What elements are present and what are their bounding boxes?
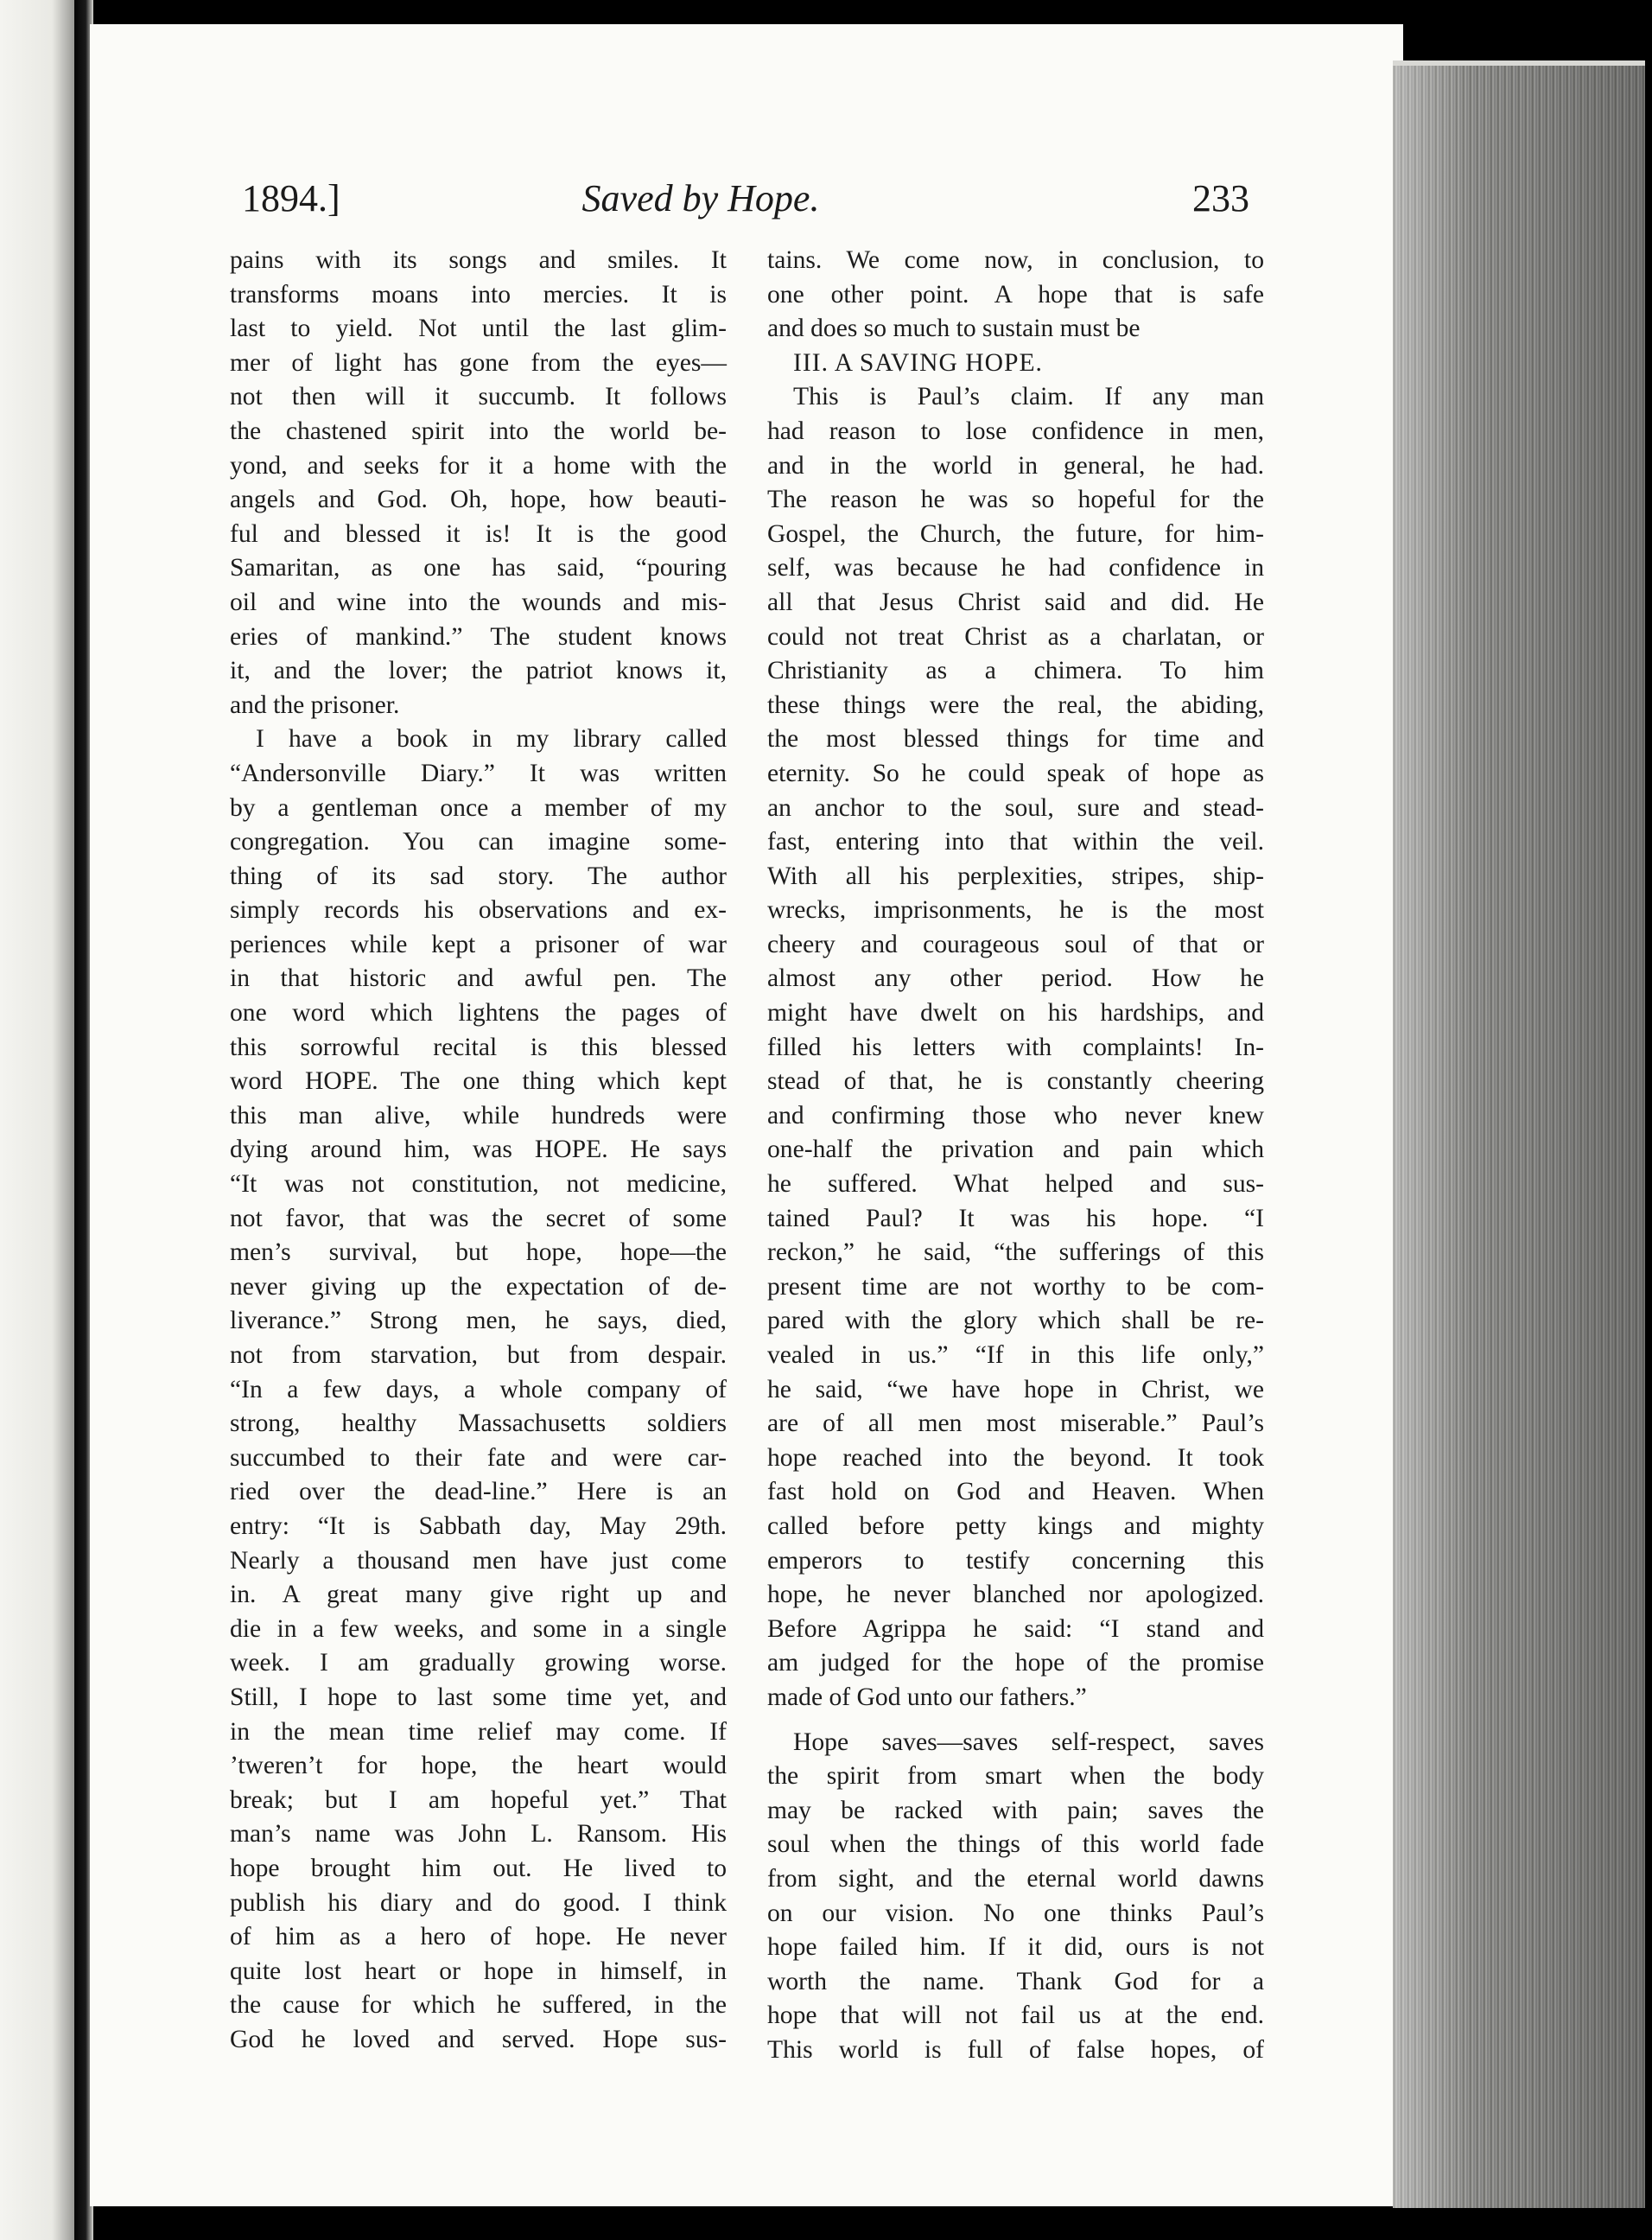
text-line: oil and wine into the wounds and mis- — [230, 588, 727, 616]
header-title: Saved by Hope. — [581, 177, 820, 220]
page-number: 233 — [1192, 177, 1249, 220]
text-line: hope reached into the beyond. It took — [767, 1443, 1264, 1472]
text-line: could not treat Christ as a charlatan, or — [767, 622, 1264, 651]
text-line: break; but I am hopeful yet.” That — [230, 1785, 727, 1814]
text-line: Gospel, the Church, the future, for him- — [767, 519, 1264, 548]
text-line: one word which lightens the pages of — [230, 999, 727, 1028]
text-line: had reason to lose confidence in men, — [767, 417, 1264, 445]
facing-page-edge — [0, 0, 74, 2240]
text-line: congregation. You can imagine some- — [230, 828, 727, 856]
text-line: dying around him, was HOPE. He says — [230, 1136, 727, 1164]
text-line: not from starvation, but from despair. — [230, 1341, 727, 1369]
text-line: fast, entering into that within the veil. — [767, 828, 1264, 856]
page-stack-edge — [1393, 60, 1645, 2208]
text-line: reckon,” he said, “the sufferings of this — [767, 1238, 1264, 1267]
text-line: not then will it succumb. It follows — [230, 383, 727, 411]
text-line: Samaritan, as one has said, “pouring — [230, 554, 727, 582]
text-line: the spirit from smart when the body — [767, 1762, 1264, 1791]
text-line: periences while kept a prisoner of war — [230, 930, 727, 958]
text-line: cheery and courageous soul of that or — [767, 930, 1264, 958]
text-line: Hope saves—saves self-respect, saves — [793, 1728, 1264, 1756]
section-heading: III. A SAVING HOPE. — [793, 348, 1043, 377]
text-line: stead of that, he is constantly cheering — [767, 1067, 1264, 1096]
text-line: Nearly a thousand men have just come — [230, 1546, 727, 1575]
text-line: are of all men most miserable.” Paul’s — [767, 1410, 1264, 1438]
text-line: angels and God. Oh, hope, how beauti- — [230, 486, 727, 514]
text-line: God he loved and served. Hope sus- — [230, 2025, 727, 2053]
page-stack-top — [1393, 60, 1645, 66]
text-line: ful and blessed it is! It is the good — [230, 519, 727, 548]
text-line: all that Jesus Christ said and did. He — [767, 588, 1264, 616]
text-line: “In a few days, a whole company of — [230, 1375, 727, 1403]
text-line: one other point. A hope that is safe — [767, 280, 1264, 309]
text-line: self, was because he had confidence in — [767, 554, 1264, 582]
text-line: emperors to testify concerning this — [767, 1546, 1264, 1575]
text-line: eries of mankind.” The student knows — [230, 622, 727, 651]
text-line: am judged for the hope of the promise — [767, 1649, 1264, 1677]
text-line: present time are not worthy to be com- — [767, 1272, 1264, 1301]
text-line: quite lost heart or hope in himself, in — [230, 1957, 727, 1985]
text-line: man’s name was John L. Ransom. His — [230, 1820, 727, 1849]
text-line: filled his letters with complaints! In- — [767, 1033, 1264, 1061]
text-line: succumbed to their fate and were car- — [230, 1443, 727, 1472]
text-line: and does so much to sustain must be — [767, 315, 1141, 343]
text-line: tained Paul? It was his hope. “I — [767, 1204, 1264, 1232]
text-line: simply records his observations and ex- — [230, 896, 727, 925]
text-line: and in the world in general, he had. — [767, 451, 1264, 480]
text-line: eternity. So he could speak of hope as — [767, 759, 1264, 787]
text-line: hope, he never blanched nor apologized. — [767, 1581, 1264, 1609]
text-line: and confirming those who never knew — [767, 1101, 1264, 1130]
paragraph-gap — [767, 1715, 1264, 1726]
text-line: on our vision. No one thinks Paul’s — [767, 1899, 1264, 1927]
text-line: men’s survival, but hope, hope—the — [230, 1238, 727, 1267]
text-line: publish his diary and do good. I think — [230, 1888, 727, 1917]
text-line: This is Paul’s claim. If any man — [793, 383, 1264, 411]
text-line: last to yield. Not until the last glim- — [230, 315, 727, 343]
text-line: pared with the glory which shall be re- — [767, 1307, 1264, 1335]
text-line: fast hold on God and Heaven. When — [767, 1478, 1264, 1506]
text-line: tains. We come now, in conclusion, to — [767, 246, 1264, 274]
text-line: the most blessed things for time and — [767, 725, 1264, 754]
text-line: worth the name. Thank God for a — [767, 1967, 1264, 1995]
text-line: this sorrowful recital is this blessed — [230, 1033, 727, 1061]
text-line: strong, healthy Massachusetts soldiers — [230, 1410, 727, 1438]
text-line: vealed in us.” “If in this life only,” — [767, 1341, 1264, 1369]
text-line: hope failed him. If it did, ours is not — [767, 1933, 1264, 1962]
text-line: liverance.” Strong men, he says, died, — [230, 1307, 727, 1335]
header-year: 1894.] — [242, 177, 340, 220]
text-line: made of God unto our fathers.” — [767, 1683, 1087, 1711]
text-line: Still, I hope to last some time yet, and — [230, 1683, 727, 1711]
right-text-column — [767, 244, 1264, 2067]
text-line: of him as a hero of hope. He never — [230, 1923, 727, 1951]
left-text-column — [230, 244, 727, 2057]
text-line: he said, “we have hope in Christ, we — [767, 1375, 1264, 1403]
text-line: wrecks, imprisonments, he is the most — [767, 896, 1264, 925]
text-line: might have dwelt on his hardships, and — [767, 999, 1264, 1028]
text-line: ’tweren’t for hope, the heart would — [230, 1752, 727, 1780]
text-line: week. I am gradually growing worse. — [230, 1649, 727, 1677]
text-line: the cause for which he suffered, in the — [230, 1991, 727, 2020]
text-line: the chastened spirit into the world be- — [230, 417, 727, 445]
text-line: pains with its songs and smiles. It — [230, 246, 727, 274]
text-line: “It was not constitution, not medicine, — [230, 1170, 727, 1199]
text-line: die in a few weeks, and some in a single — [230, 1614, 727, 1643]
text-line: never giving up the expectation of de- — [230, 1272, 727, 1301]
running-header — [152, 176, 1249, 228]
text-line: ried over the dead-line.” Here is an — [230, 1478, 727, 1506]
text-line: this man alive, while hundreds were — [230, 1101, 727, 1130]
text-line: and the prisoner. — [230, 690, 400, 719]
text-line: Christianity as a chimera. To him — [767, 657, 1264, 685]
text-line: called before petty kings and mighty — [767, 1511, 1264, 1540]
text-line: transforms moans into mercies. It is — [230, 280, 727, 309]
text-line: entry: “It is Sabbath day, May 29th. — [230, 1511, 727, 1540]
text-line: yond, and seeks for it a home with the — [230, 451, 727, 480]
text-line: may be racked with pain; saves the — [767, 1796, 1264, 1824]
text-line: I have a book in my library called — [256, 725, 727, 754]
text-line: one-half the privation and pain which — [767, 1136, 1264, 1164]
text-line: in. A great many give right up and — [230, 1581, 727, 1609]
text-line: it, and the lover; the patriot knows it, — [230, 657, 727, 685]
text-line: Before Agrippa he said: “I stand and — [767, 1614, 1264, 1643]
text-line: almost any other period. How he — [767, 964, 1264, 993]
text-line: “Andersonville Diary.” It was written — [230, 759, 727, 787]
text-line: word HOPE. The one thing which kept — [230, 1067, 727, 1096]
text-line: With all his perplexities, stripes, ship- — [767, 862, 1264, 890]
text-line: he suffered. What helped and sus- — [767, 1170, 1264, 1199]
text-line: by a gentleman once a member of my — [230, 793, 727, 822]
text-line: This world is full of false hopes, of — [767, 2035, 1264, 2064]
text-line: soul when the things of this world fade — [767, 1830, 1264, 1859]
text-line: from sight, and the eternal world dawns — [767, 1864, 1264, 1893]
text-line: an anchor to the soul, sure and stead- — [767, 793, 1264, 822]
text-line: hope that will not fail us at the end. — [767, 2001, 1264, 2030]
text-line: thing of its sad story. The author — [230, 862, 727, 890]
text-line: in that historic and awful pen. The — [230, 964, 727, 993]
text-line: in the mean time relief may come. If — [230, 1717, 727, 1746]
text-line: The reason he was so hopeful for the — [767, 486, 1264, 514]
text-line: mer of light has gone from the eyes— — [230, 348, 727, 377]
text-line: not favor, that was the secret of some — [230, 1204, 727, 1232]
text-line: hope brought him out. He lived to — [230, 1854, 727, 1882]
text-line: these things were the real, the abiding, — [767, 690, 1264, 719]
